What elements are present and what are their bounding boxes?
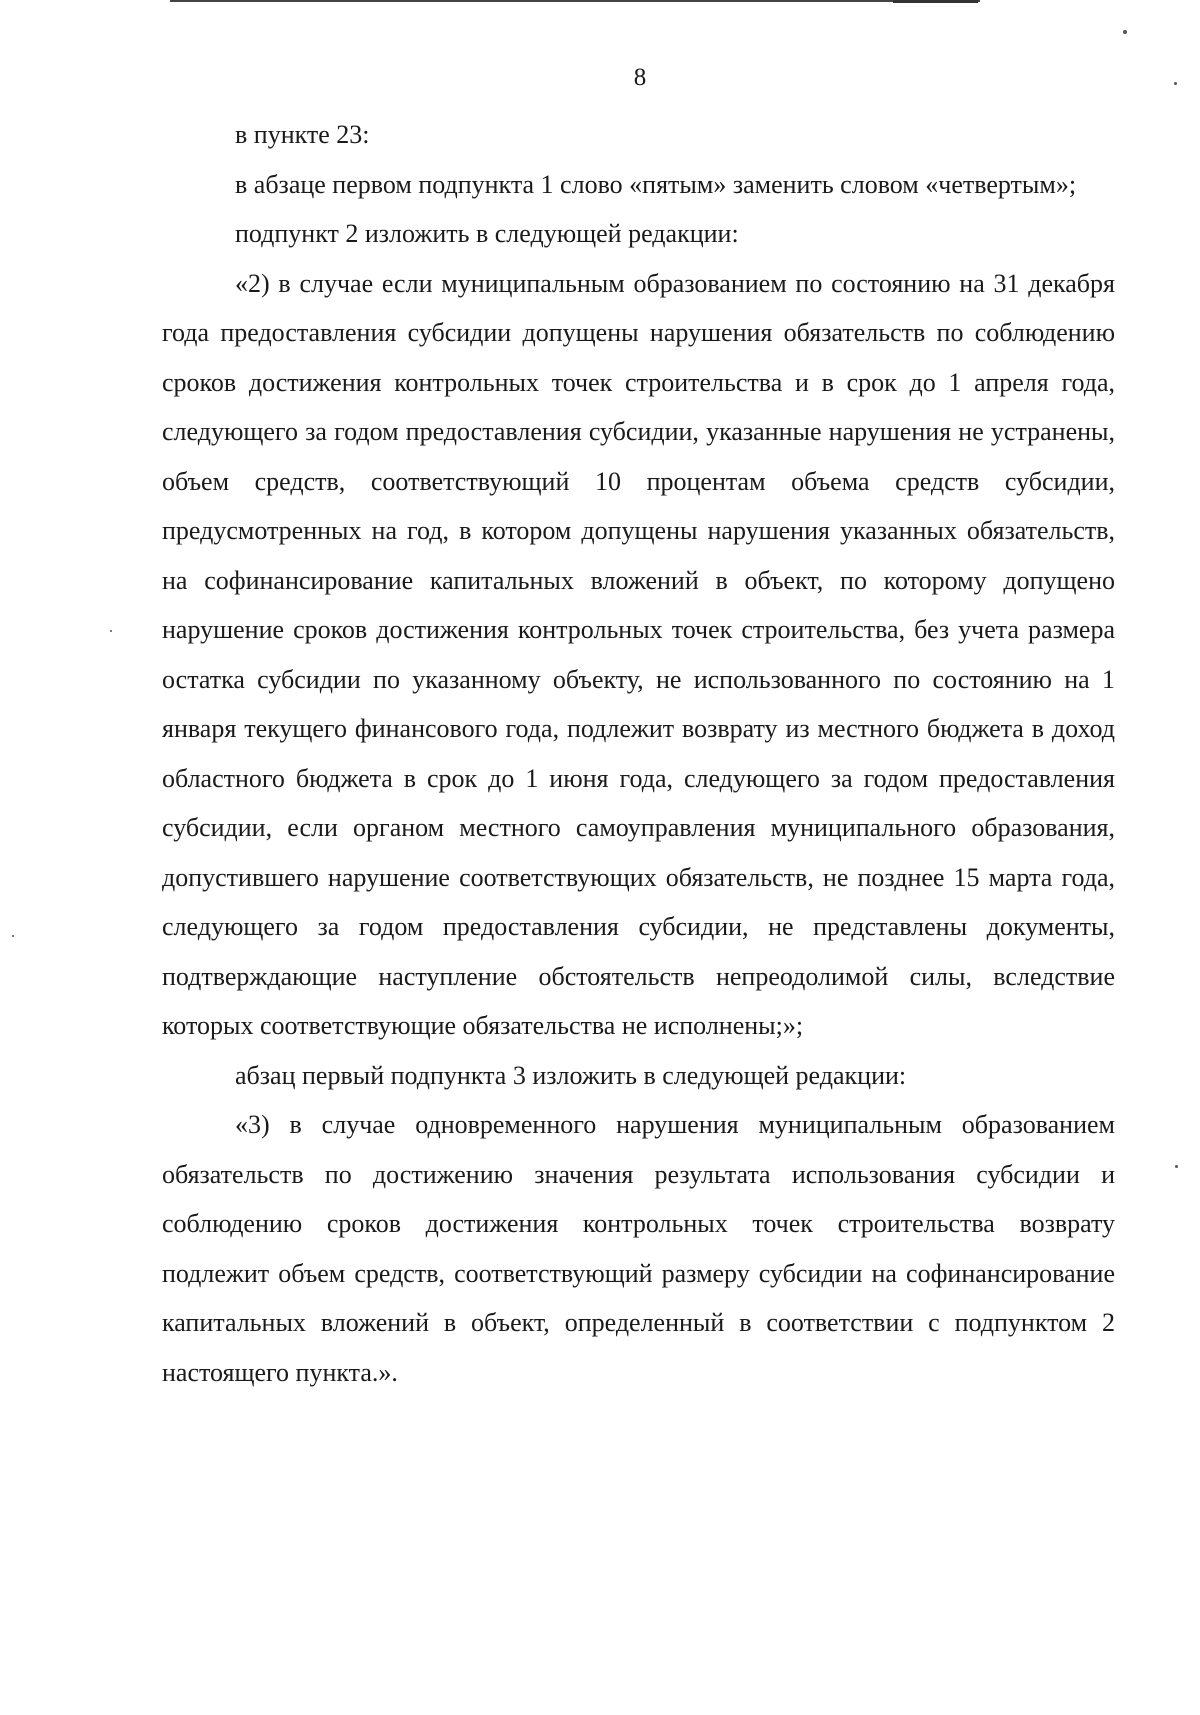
scan-top-edge bbox=[170, 0, 980, 2]
paragraph-6: «3) в случае одновременного нарушения муниципальным образованием обязательств по достижению значения результата использования субсидии и соблюдению сроков достижения контрольных точек строительства возврату подлежит объем средств, соответствующий размеру субсидии на софинансирование капитальных вложений в объект, определенный в соответствии с подпунктом 2 настоящего пункта.». bbox=[162, 1110, 1115, 1387]
paragraph-1: в пункте 23: bbox=[235, 120, 370, 149]
paragraph-5: абзац первый подпункта 3 изложить в следующей редакции: bbox=[235, 1060, 907, 1090]
scan-speck bbox=[110, 630, 112, 632]
scan-top-edge-mark bbox=[893, 0, 978, 3]
document-body bbox=[162, 110, 1115, 1397]
paragraph-3: подпункт 2 изложить в следующей редакции: bbox=[235, 219, 739, 248]
paragraph-4: «2) в случае если муниципальным образованием по состоянию на 31 декабря года предоставления субсидии допущены нарушения обязательств по соблюдению сроков достижения контрольных точек строительства и в срок до 1 апреля года, следующего за годом предоставления субсидии, указанные нарушения не устранены, объем средств, соответствующий 10 процентам объема средств субсидии, предусмотренных на год, в котором допущены нарушения указанных обязательств, на софинансирование капитальных вложений в объект, по которому допущено нарушение сроков достижения контрольных точек строительства, без учета размера остатка субсидии по указанному объекту, не использованного по состоянию на 1 января текущего финансового года, подлежит возврату из местного бюджета в доход областного бюджета в срок до 1 июня года, следующего за годом предоставления субсидии, если органом местного самоуправления муниципального образования, допустившего нарушение соответствующих обязательств, не позднее 15 марта года, следующего за годом предоставления субсидии, не представлены документы, подтверждающие наступление обстоятельств непреодолимой силы, вследствие которых соответствующие обязательства не исполнены;»; bbox=[162, 268, 1115, 1040]
scan-speck bbox=[1175, 1165, 1178, 1168]
paragraph-2: в абзаце первом подпункта 1 слово «пятым» заменить словом «четвертым»; bbox=[235, 169, 1077, 199]
page-number: 8 bbox=[633, 64, 647, 91]
scan-speck bbox=[1123, 30, 1127, 34]
scan-speck bbox=[1174, 82, 1177, 85]
scan-speck bbox=[12, 935, 14, 937]
